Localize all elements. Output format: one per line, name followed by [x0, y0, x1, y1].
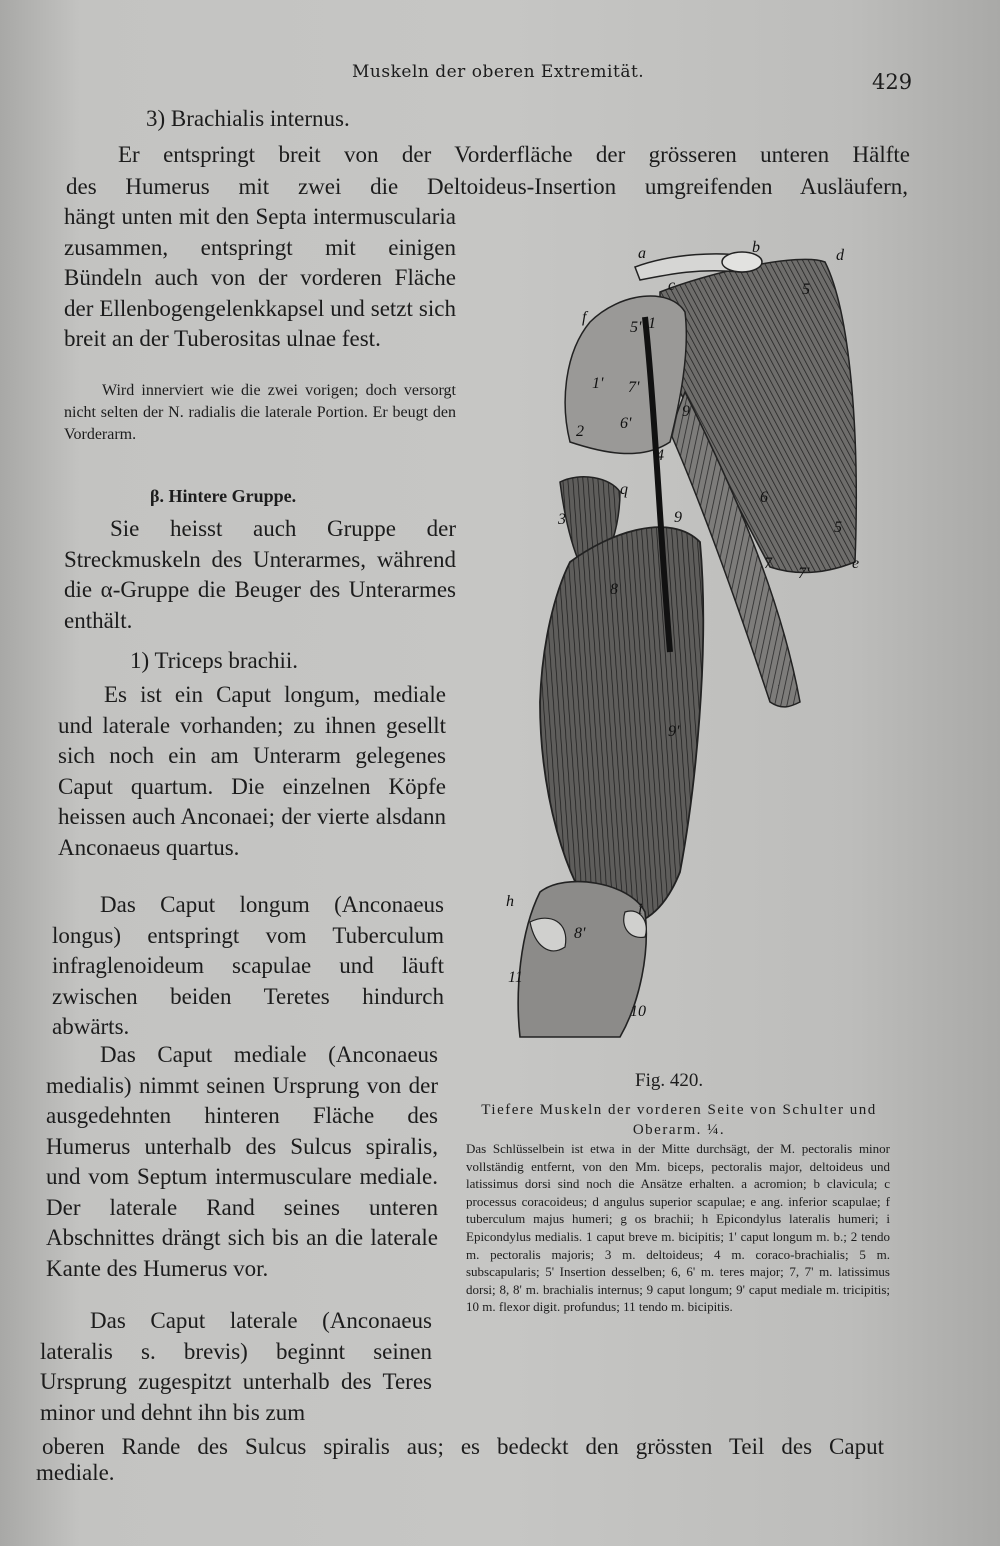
fig-label-6: 6	[760, 489, 768, 506]
fig-label-1: 1	[648, 315, 656, 332]
fig-label-a: a	[638, 245, 646, 262]
paragraph-triceps-3: Das Caput mediale (Anconaeus medialis) nimmt seinen Ursprung von der ausgedehnten hinteren Fläche des Humerus unterhalb des Sulcus spiralis, und vom Septum intermusculare mediale. Der laterale Rand seines unteren Abschnittes drängt sich bis an die laterale Kante des Humerus vor.	[46, 1042, 438, 1281]
fig-label-5-prime: 5'	[630, 319, 642, 336]
section-heading-hintere-gruppe: β. Hintere Gruppe.	[150, 486, 297, 506]
fig-label-h: h	[506, 893, 514, 910]
paragraph-hintere-gruppe: Sie heisst auch Gruppe der Streckmuskeln des Unterarmes, während die α-Gruppe die Beuger des Unterarmes enthält.	[64, 516, 456, 633]
section-heading-brachialis: 3) Brachialis internus.	[146, 106, 350, 131]
fig-label-b: b	[752, 239, 760, 256]
fig-label-1-prime: 1'	[592, 375, 604, 392]
fig-label-7: 7	[764, 555, 772, 572]
fig-label-9-prime: 9'	[668, 723, 680, 740]
fig-label-10: 10	[630, 1003, 646, 1020]
figure-caption: Das Schlüsselbein ist etwa in der Mitte durchsägt, der M. pectoralis minor vollständig entfernt, von den Mm. biceps, pectoralis major, deltoideus und latissimus dorsi sind noch die Ansätze erhalten. a acromion; b clavicula; c processus coracoideus; d angulus superior scapulae; e ang. inferior scapulae; f tuberculum majus humeri; g os brachii; h Epicondylus lateralis humeri; i Epicondylus medialis. 1 caput breve m. bicipitis; 1' caput longum m. b.; 2 tendo m. pectoralis majoris; 3 m. deltoideus; 4 m. coraco-brachialis; 5 m. subscapularis; 5' Insertion desselben; 6, 6' m. teres major; 7, 7' m. latissimus dorsi; 8, 8' m. brachialis internus; 9 caput longum; 9' caput mediale m. tricipitis; 10 m. flexor digit. profundus; 11 tendo m. bicipitis.	[466, 1141, 890, 1315]
fig-label-2: 2	[576, 423, 584, 440]
fig-label-8-prime: 8'	[574, 925, 586, 942]
paragraph-line: des Humerus mit zwei die Deltoideus-Insertion umgreifenden Ausläufern,	[66, 174, 908, 199]
fig-label-7-prime: 7'	[798, 565, 810, 582]
paragraph-triceps-2: Das Caput longum (Anconaeus longus) entspringt vom Tuberculum infraglenoideum scapulae und läuft zwischen beiden Teretes hindurch abwärts.	[52, 892, 444, 1039]
figure-label: Fig. 420.	[635, 1070, 704, 1091]
anatomical-illustration	[470, 232, 910, 1052]
section-heading-triceps: 1) Triceps brachii.	[130, 648, 299, 673]
fig-label-g: q	[620, 481, 628, 498]
fig-label-11: 11	[508, 969, 523, 986]
fig-label-8: 8	[610, 581, 618, 598]
fig-label-9: 9	[682, 403, 690, 420]
figure-subtitle: Tiefere Muskeln der vorderen Seite von Schulter und Oberarm. ¼.	[481, 1102, 877, 1138]
paragraph-line: Er entspringt breit von der Vorderfläche der grösseren unteren Hälfte	[118, 142, 910, 167]
running-title: Muskeln der oberen Extremität.	[352, 62, 645, 82]
fig-label-f: f	[582, 309, 587, 326]
paragraph-line-full-width: oberen Rande des Sulcus spiralis aus; es bedeckt den grössten Teil des Caput	[42, 1434, 884, 1459]
fig-label-3: 3	[558, 511, 566, 528]
fig-label-i: i	[638, 901, 643, 918]
fig-label-5: 5	[802, 281, 810, 298]
fig-label-5b: 5	[834, 519, 842, 536]
fig-label-c: c	[668, 277, 676, 294]
fig-label-e: e	[852, 555, 860, 572]
fig-label-7b-prime: 7'	[628, 379, 640, 396]
paragraph-line-end: mediale.	[36, 1460, 115, 1485]
paragraph-brachialis: hängt unten mit den Septa intermuscularia zusammen, entspringt mit einigen Bündeln auch von der vorderen Fläche der Ellenbogengelenkkapsel und setzt sich breit an der Tuberositas ulnae fest.	[64, 204, 456, 351]
paragraph-triceps-1: Es ist ein Caput longum, mediale und laterale vorhanden; zu ihnen gesellt sich noch ein am Unterarm gelegenes Caput quartum. Die einzelnen Köpfe heissen auch Anconaei; der vierte alsdann Anconaeus quartus.	[58, 682, 446, 860]
fig-label-9b: 9	[674, 509, 682, 526]
fig-label-d: d	[836, 247, 844, 264]
note-innervation: Wird innerviert wie die zwei vorigen; doch versorgt nicht selten der N. radialis die laterale Portion. Er beugt den Vorderarm.	[64, 382, 456, 443]
paragraph-triceps-4: Das Caput laterale (Anconaeus lateralis s. brevis) beginnt seinen Ursprung zugespitzt unterhalb des Teres minor und dehnt ihn bis zum	[40, 1308, 432, 1425]
elbow-region	[518, 882, 646, 1037]
fig-label-6-prime: 6'	[620, 415, 632, 432]
fig-label-4: 4	[656, 447, 664, 464]
page-number: 429	[872, 70, 913, 94]
